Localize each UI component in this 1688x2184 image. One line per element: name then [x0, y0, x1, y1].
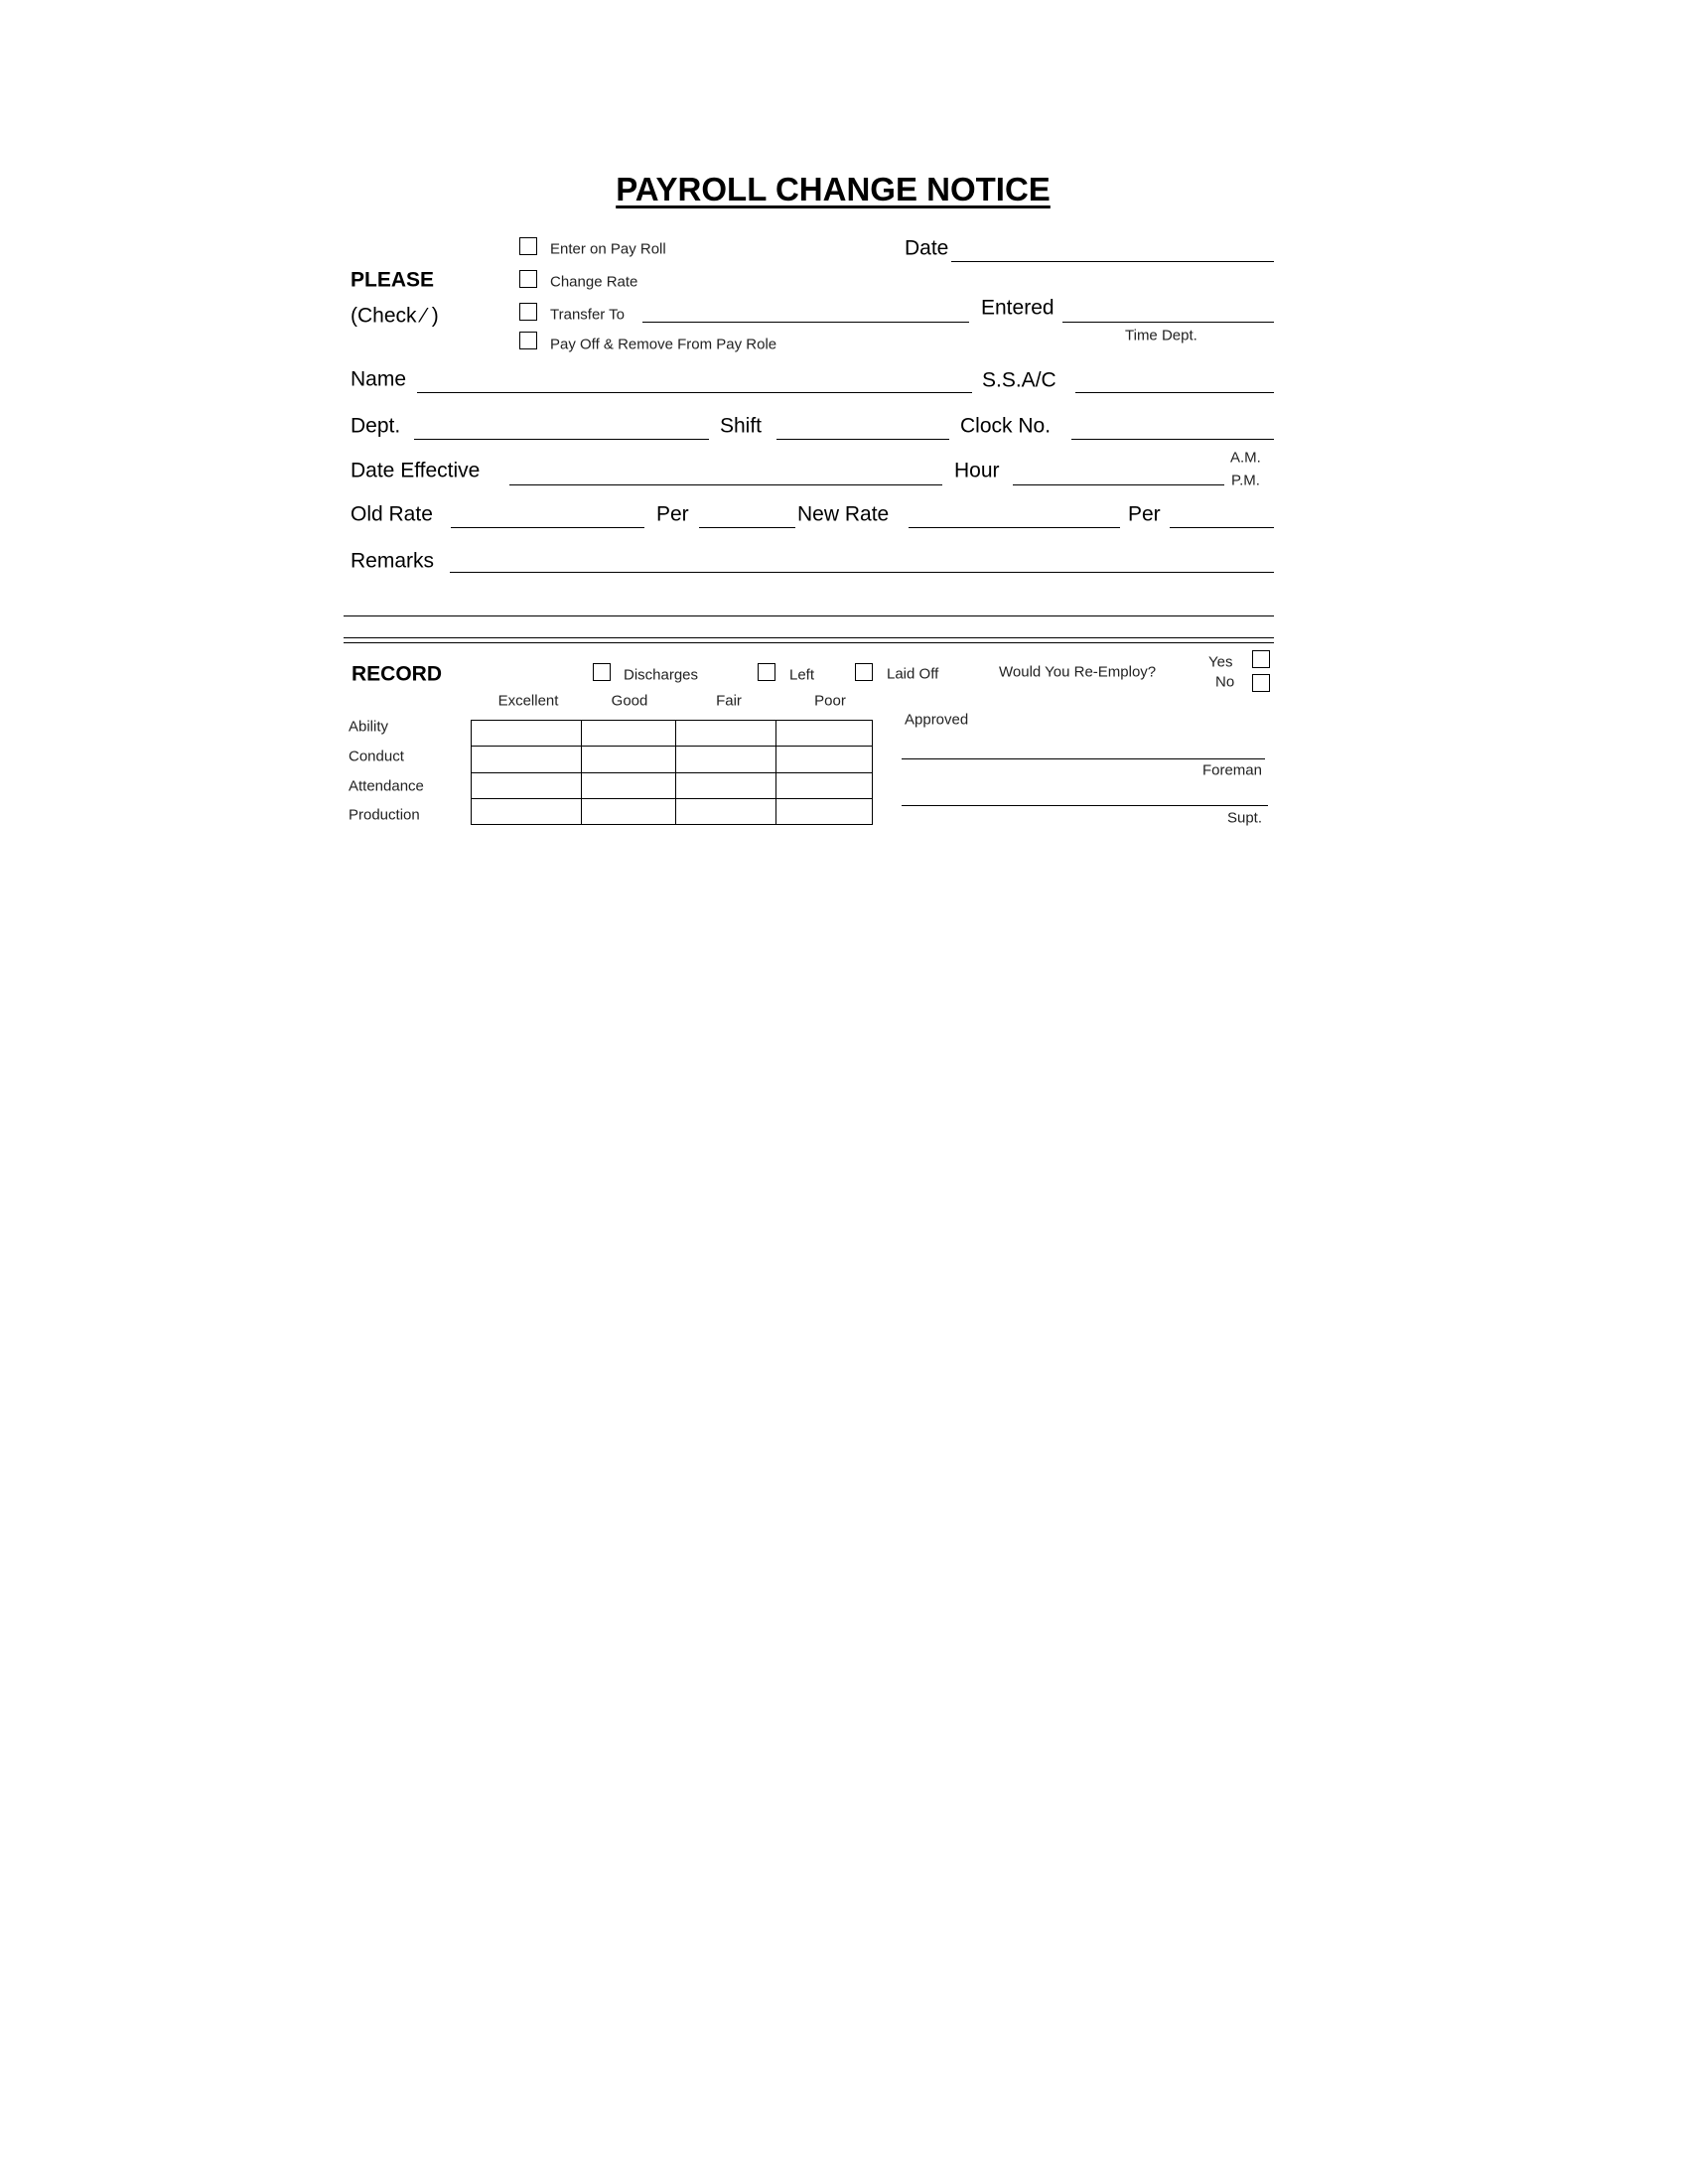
- name-input[interactable]: [417, 370, 972, 393]
- discharges-label: Discharges: [624, 666, 699, 684]
- rating-cell[interactable]: [776, 747, 873, 772]
- remarks-label: Remarks: [351, 549, 435, 573]
- ssac-label: S.S.A/C: [982, 368, 1056, 392]
- rating-cell[interactable]: [472, 721, 582, 747]
- yes-label: Yes: [1208, 653, 1233, 671]
- remarks-input[interactable]: [450, 550, 1274, 573]
- rating-cell[interactable]: [776, 772, 873, 798]
- reemploy-yes-checkbox[interactable]: [1252, 650, 1270, 668]
- column-header-fair: Fair: [716, 692, 742, 710]
- transfer-to-input[interactable]: [642, 300, 969, 323]
- foreman-signature-input[interactable]: [902, 737, 1265, 759]
- dept-input[interactable]: [414, 417, 709, 440]
- rating-cell[interactable]: [776, 721, 873, 747]
- row-label-production: Production: [349, 806, 420, 824]
- new-rate-input[interactable]: [909, 505, 1120, 528]
- supt-label: Supt.: [1226, 809, 1262, 827]
- row-label-conduct: Conduct: [349, 748, 404, 765]
- column-header-good: Good: [611, 692, 648, 710]
- rating-cell[interactable]: [472, 772, 582, 798]
- date-input[interactable]: [951, 239, 1274, 262]
- pay-off-checkbox[interactable]: [519, 332, 537, 349]
- shift-input[interactable]: [776, 417, 949, 440]
- old-per-label: Per: [656, 502, 689, 526]
- clock-no-input[interactable]: [1071, 417, 1274, 440]
- rating-cell[interactable]: [776, 798, 873, 824]
- column-header-excellent: Excellent: [497, 692, 559, 710]
- entered-label: Entered: [981, 296, 1055, 320]
- left-checkbox[interactable]: [758, 663, 775, 681]
- new-per-label: Per: [1128, 502, 1161, 526]
- time-dept-label: Time Dept.: [1125, 327, 1197, 344]
- rating-cell[interactable]: [472, 798, 582, 824]
- remarks-input-line-2[interactable]: [344, 594, 1274, 616]
- pm-label: P.M.: [1231, 472, 1260, 489]
- old-rate-input[interactable]: [451, 505, 644, 528]
- transfer-to-label: Transfer To: [550, 306, 626, 324]
- rating-cell[interactable]: [581, 798, 676, 824]
- date-label: Date: [905, 236, 949, 260]
- enter-on-payroll-label: Enter on Pay Roll: [550, 240, 666, 258]
- rating-cell[interactable]: [676, 772, 776, 798]
- foreman-label: Foreman: [1201, 761, 1262, 779]
- no-label: No: [1215, 673, 1235, 691]
- dept-label: Dept.: [351, 414, 401, 438]
- date-effective-label: Date Effective: [351, 459, 481, 482]
- table-row: [472, 798, 873, 824]
- rating-cell[interactable]: [676, 721, 776, 747]
- table-row: [472, 747, 873, 772]
- reemploy-question: Would You Re-Employ?: [999, 663, 1157, 681]
- clock-no-label: Clock No.: [960, 414, 1052, 438]
- please-label: PLEASE: [351, 268, 435, 292]
- shift-label: Shift: [720, 414, 763, 438]
- new-rate-label: New Rate: [797, 502, 890, 526]
- laid-off-label: Laid Off: [887, 665, 939, 683]
- hour-input[interactable]: [1013, 463, 1224, 485]
- rating-cell[interactable]: [581, 721, 676, 747]
- rating-cell[interactable]: [581, 747, 676, 772]
- check-instruction: (Check ⁄ ): [351, 304, 439, 328]
- transfer-to-checkbox[interactable]: [519, 303, 537, 321]
- table-row: [472, 772, 873, 798]
- date-effective-input[interactable]: [509, 463, 942, 485]
- rating-cell[interactable]: [676, 747, 776, 772]
- rating-cell[interactable]: [472, 747, 582, 772]
- table-row: [472, 721, 873, 747]
- old-per-input[interactable]: [699, 505, 795, 528]
- entered-input[interactable]: [1062, 300, 1274, 323]
- ssac-input[interactable]: [1075, 370, 1274, 393]
- section-divider: [344, 642, 1274, 643]
- rating-cell[interactable]: [581, 772, 676, 798]
- pay-off-label: Pay Off & Remove From Pay Role: [550, 336, 777, 353]
- laid-off-checkbox[interactable]: [855, 663, 873, 681]
- new-per-input[interactable]: [1170, 505, 1274, 528]
- approved-label: Approved: [905, 711, 969, 729]
- enter-on-payroll-checkbox[interactable]: [519, 237, 537, 255]
- rating-cell[interactable]: [676, 798, 776, 824]
- supt-signature-input[interactable]: [902, 783, 1268, 806]
- change-rate-checkbox[interactable]: [519, 270, 537, 288]
- rating-grid: [471, 720, 873, 825]
- am-label: A.M.: [1230, 449, 1261, 467]
- name-label: Name: [351, 367, 407, 391]
- record-label: RECORD: [352, 662, 443, 686]
- row-label-ability: Ability: [349, 718, 389, 736]
- section-divider: [344, 637, 1274, 638]
- old-rate-label: Old Rate: [351, 502, 433, 526]
- reemploy-no-checkbox[interactable]: [1252, 674, 1270, 692]
- left-label: Left: [789, 666, 815, 684]
- column-header-poor: Poor: [814, 692, 846, 710]
- hour-label: Hour: [954, 459, 1000, 482]
- discharges-checkbox[interactable]: [593, 663, 611, 681]
- change-rate-label: Change Rate: [550, 273, 638, 291]
- row-label-attendance: Attendance: [349, 777, 424, 795]
- form-title: PAYROLL CHANGE NOTICE: [616, 171, 1051, 207]
